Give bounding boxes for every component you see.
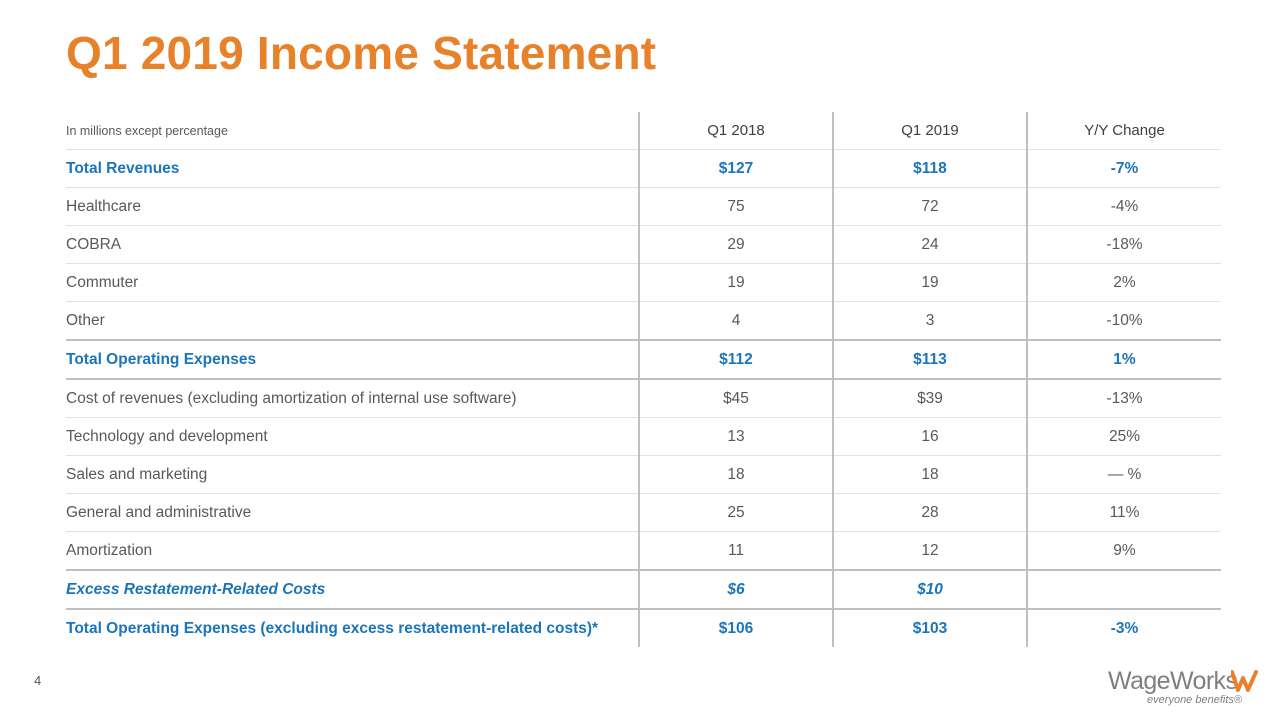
- table-row-technology-and-development: [66, 418, 1221, 456]
- value-q1-2018: 11: [639, 532, 833, 571]
- value-yy-change: -18%: [1027, 226, 1221, 264]
- row-label: Total Revenues: [66, 150, 639, 188]
- row-label: Excess Restatement-Related Costs: [66, 570, 639, 609]
- value-q1-2018: 19: [639, 264, 833, 302]
- value-yy-change: 9%: [1027, 532, 1221, 571]
- value-q1-2018: 13: [639, 418, 833, 456]
- value-q1-2019: 18: [833, 456, 1027, 494]
- value-q1-2018: $127: [639, 150, 833, 188]
- table-row-cobra: [66, 226, 1221, 264]
- value-q1-2019: 16: [833, 418, 1027, 456]
- value-q1-2018: 18: [639, 456, 833, 494]
- logo-tagline: everyone benefits®: [1147, 694, 1242, 706]
- table-row-other: [66, 302, 1221, 341]
- row-label: Sales and marketing: [66, 456, 639, 494]
- value-yy-change: 11%: [1027, 494, 1221, 532]
- value-q1-2019: $10: [833, 570, 1027, 609]
- row-label: Healthcare: [66, 188, 639, 226]
- row-label: Other: [66, 302, 639, 341]
- table-row-total-revenues: [66, 150, 1221, 188]
- value-q1-2018: $106: [639, 609, 833, 647]
- value-q1-2019: 24: [833, 226, 1027, 264]
- row-label: Technology and development: [66, 418, 639, 456]
- units-note: In millions except percentage: [66, 112, 639, 150]
- row-label: Amortization: [66, 532, 639, 571]
- value-q1-2018: $112: [639, 340, 833, 379]
- value-q1-2019: $39: [833, 379, 1027, 418]
- value-yy-change: -7%: [1027, 150, 1221, 188]
- table-row-healthcare: [66, 188, 1221, 226]
- value-q1-2018: 4: [639, 302, 833, 341]
- value-q1-2019: 19: [833, 264, 1027, 302]
- value-q1-2019: 3: [833, 302, 1027, 341]
- value-q1-2018: 29: [639, 226, 833, 264]
- table-row-amortization: [66, 532, 1221, 571]
- column-header-q1-2019: Q1 2019: [833, 112, 1027, 150]
- page-number: 4: [34, 673, 42, 688]
- row-label: General and administrative: [66, 494, 639, 532]
- value-yy-change: -10%: [1027, 302, 1221, 341]
- value-q1-2019: 28: [833, 494, 1027, 532]
- row-label: Total Operating Expenses (excluding excess restatement-related costs)*: [66, 609, 639, 647]
- value-q1-2018: 75: [639, 188, 833, 226]
- value-q1-2019: 72: [833, 188, 1027, 226]
- logo-w-mark-icon: [1231, 670, 1259, 692]
- table-row-general-and-administrative: [66, 494, 1221, 532]
- value-q1-2018: $6: [639, 570, 833, 609]
- income-statement-table: [66, 112, 1221, 647]
- table-row-cost-of-revenues: [66, 379, 1221, 418]
- logo-wordmark: WageWorks: [1108, 667, 1238, 695]
- value-q1-2019: $113: [833, 340, 1027, 379]
- value-yy-change: [1027, 570, 1221, 609]
- value-yy-change: 25%: [1027, 418, 1221, 456]
- wageworks-logo: [1108, 668, 1260, 710]
- value-yy-change: — %: [1027, 456, 1221, 494]
- column-header-yy-change: Y/Y Change: [1027, 112, 1221, 150]
- value-q1-2019: $118: [833, 150, 1027, 188]
- table-header-row: [66, 112, 1221, 150]
- value-yy-change: 2%: [1027, 264, 1221, 302]
- value-yy-change: -4%: [1027, 188, 1221, 226]
- value-yy-change: 1%: [1027, 340, 1221, 379]
- table-row-sales-and-marketing: [66, 456, 1221, 494]
- table-row-commuter: [66, 264, 1221, 302]
- value-q1-2019: 12: [833, 532, 1027, 571]
- row-label: Commuter: [66, 264, 639, 302]
- page-title: Q1 2019 Income Statement: [66, 27, 657, 79]
- row-label: Total Operating Expenses: [66, 340, 639, 379]
- value-yy-change: -3%: [1027, 609, 1221, 647]
- value-q1-2018: $45: [639, 379, 833, 418]
- value-yy-change: -13%: [1027, 379, 1221, 418]
- value-q1-2019: $103: [833, 609, 1027, 647]
- value-q1-2018: 25: [639, 494, 833, 532]
- row-label: Cost of revenues (excluding amortization of internal use software): [66, 379, 639, 418]
- table-row-excess-restatement-costs: [66, 570, 1221, 609]
- table-row-total-operating-expenses-adjusted: [66, 609, 1221, 647]
- table-row-total-operating-expenses: [66, 340, 1221, 379]
- row-label: COBRA: [66, 226, 639, 264]
- column-header-q1-2018: Q1 2018: [639, 112, 833, 150]
